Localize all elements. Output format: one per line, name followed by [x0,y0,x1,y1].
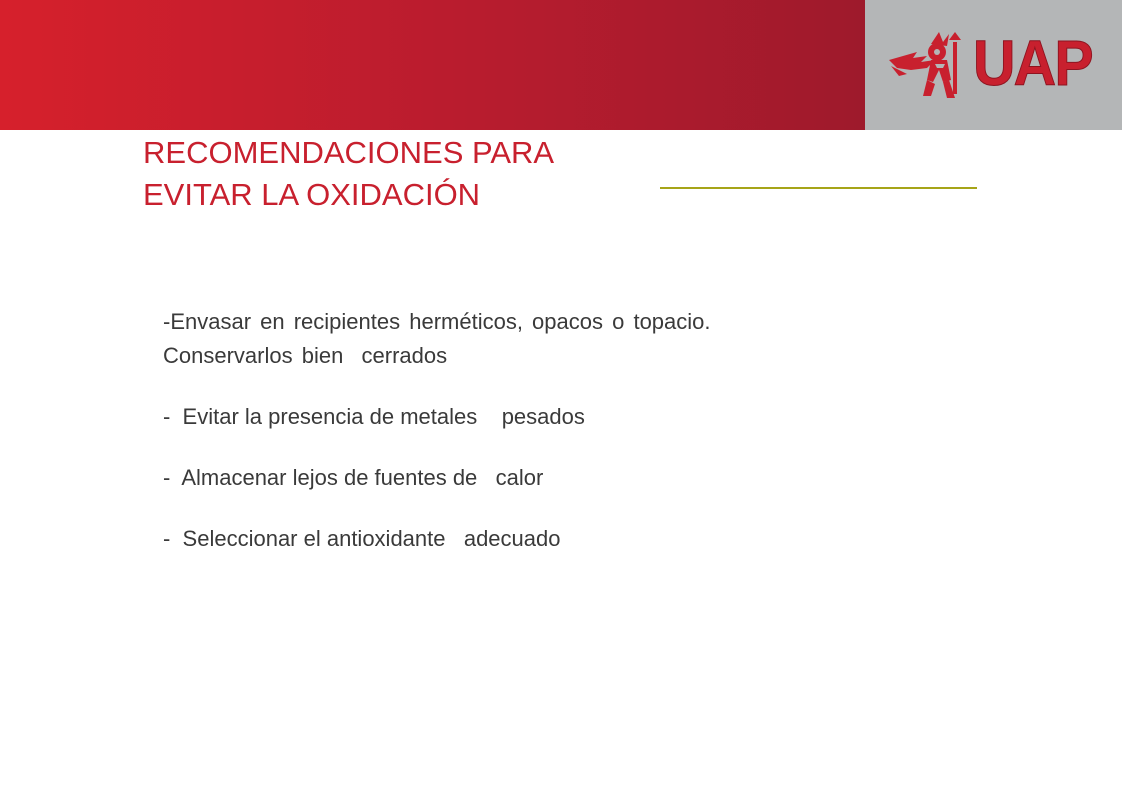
title-underline-rule [660,187,977,189]
header-band [0,0,865,130]
title-line-1: RECOMENDACIONES PARA [143,135,555,170]
list-item: - Evitar la presencia de metales pesados [163,404,585,429]
uap-logo-text: UAP [973,27,1092,99]
slide-title [143,132,554,216]
bullet-1-line-2: Conservarlos bien cerrados [163,343,448,368]
list-item [163,305,711,373]
eagle-warrior-emblem-icon [887,30,967,102]
title-line-2: EVITAR LA OXIDACIÓN [143,177,481,212]
list-item: - Almacenar lejos de fuentes de calor [163,465,544,490]
recommendation-list [163,305,711,556]
bullet-1-line-1: -Envasar en recipientes herméticos, opacos o topacio. [163,309,711,334]
logo-panel [865,0,1122,130]
list-item: - Seleccionar el antioxidante adecuado [163,526,561,551]
